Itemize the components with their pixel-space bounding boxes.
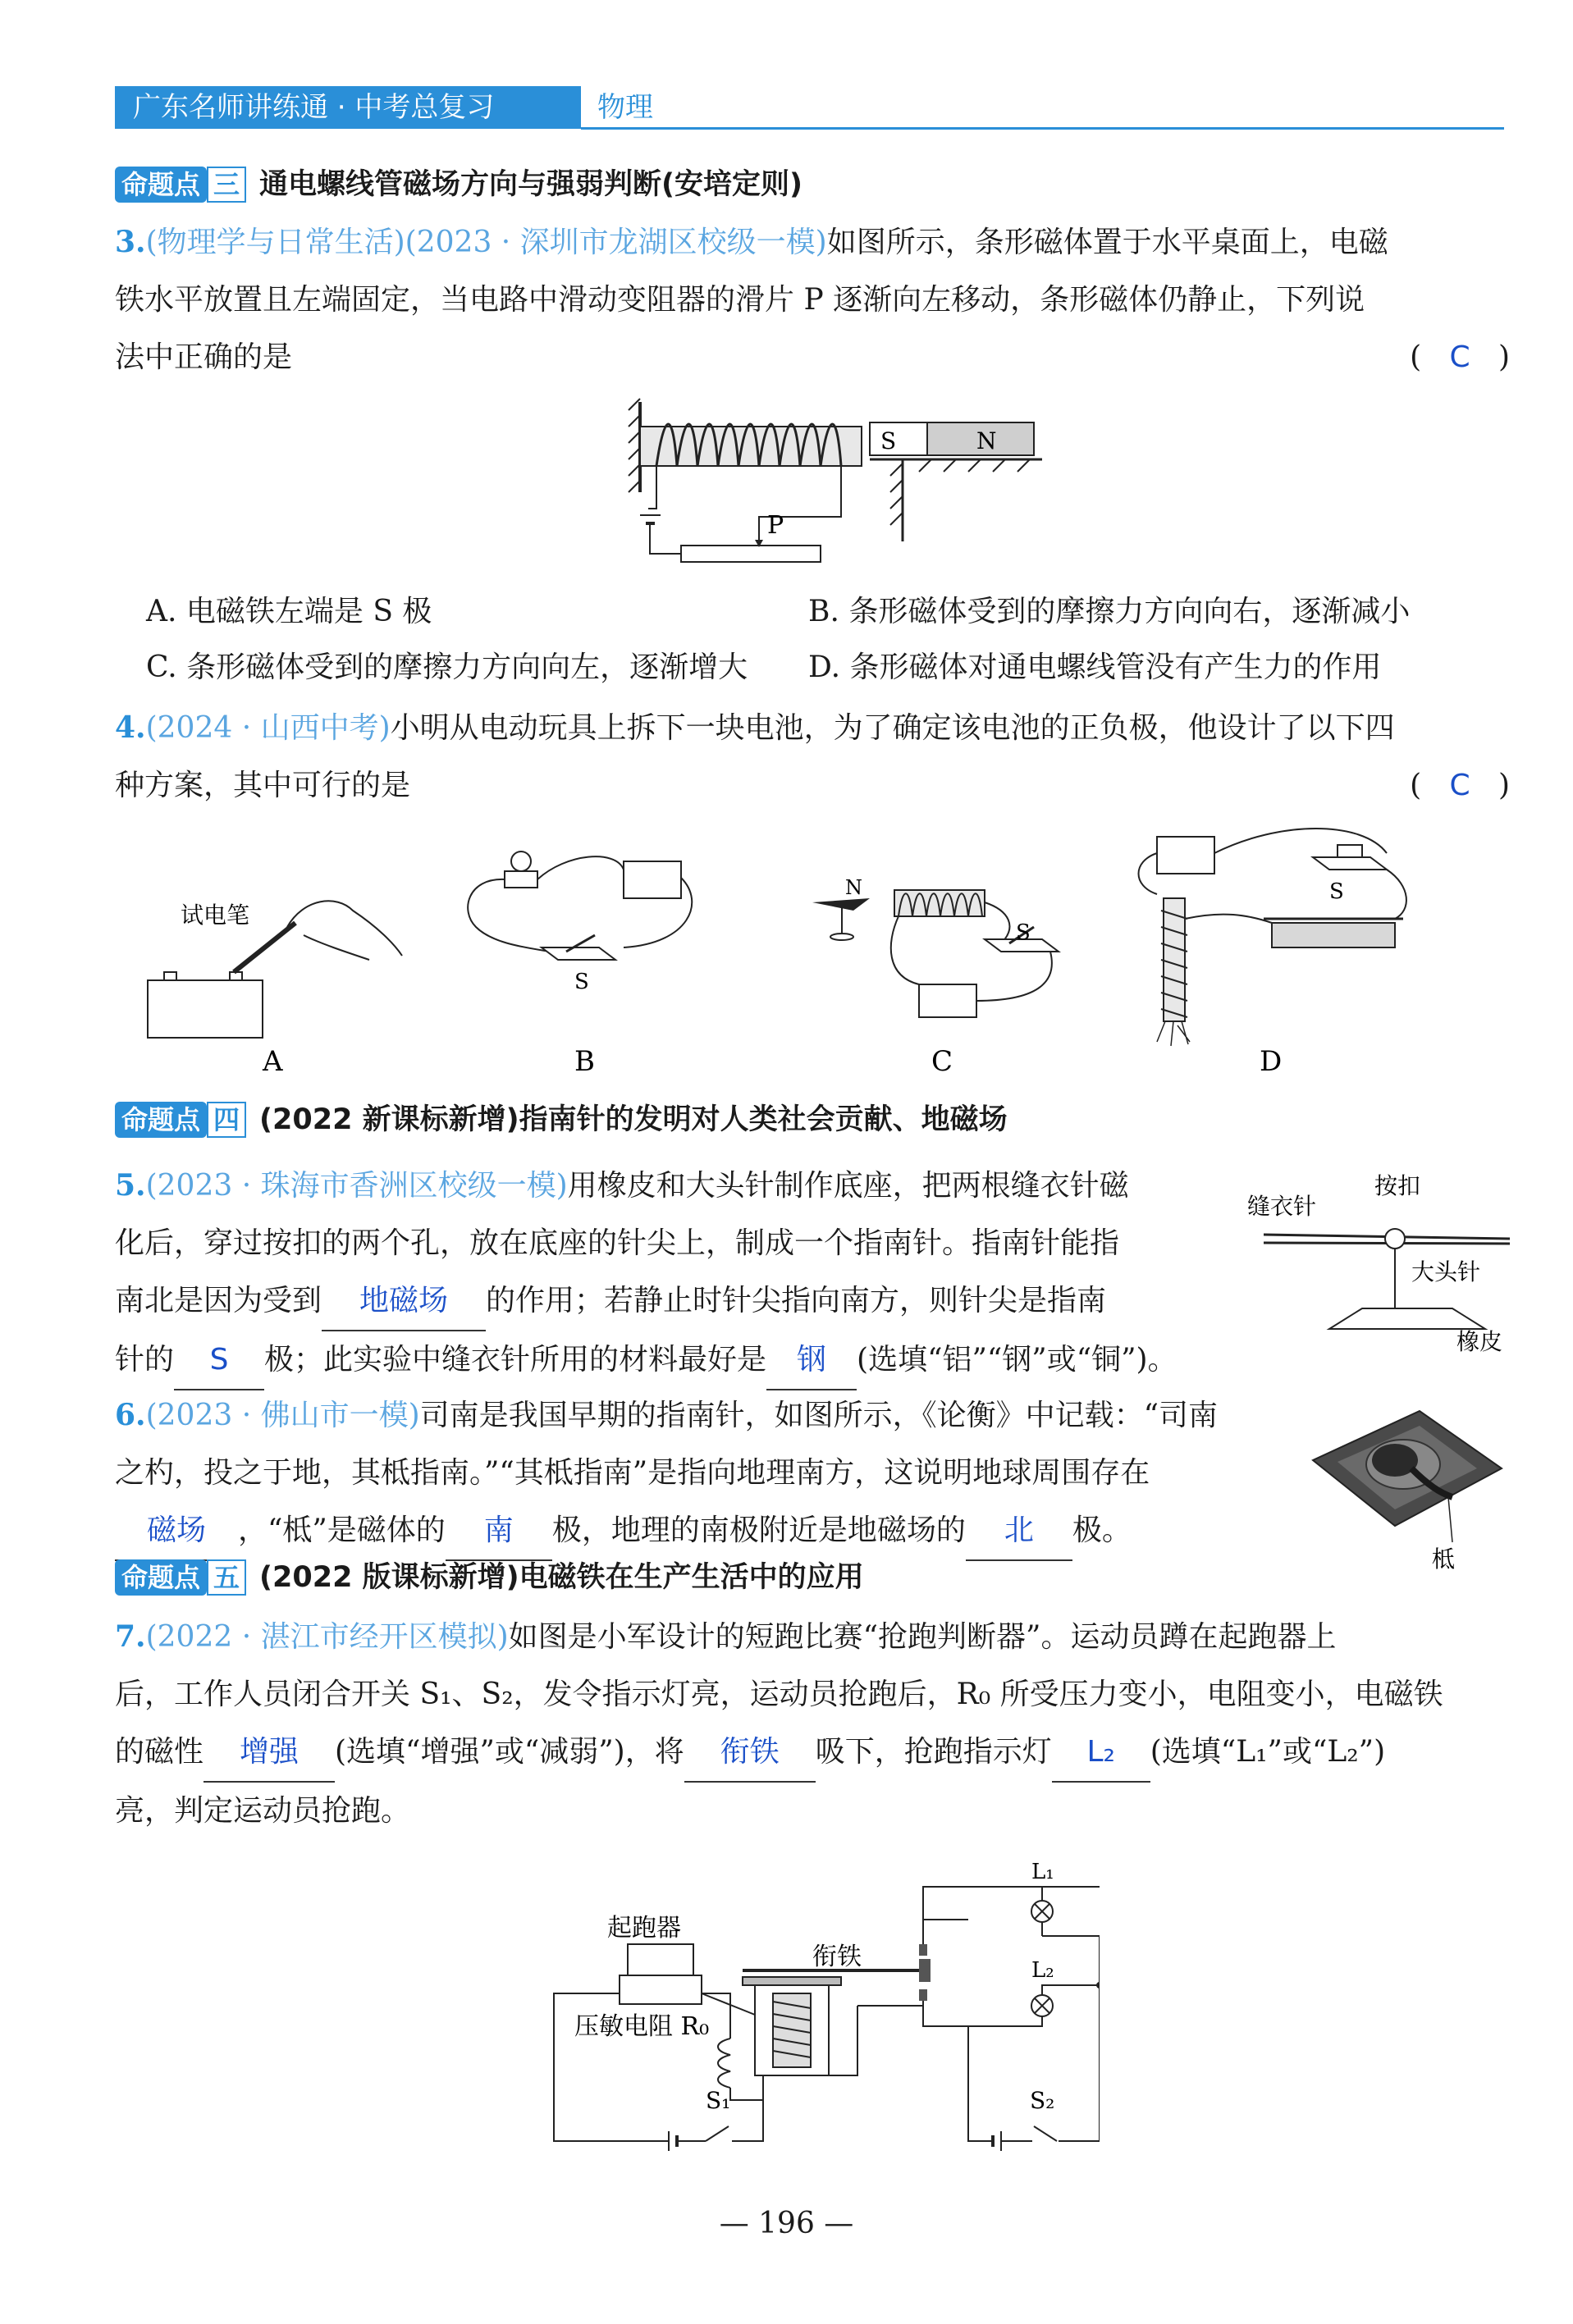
question-text: 铁水平放置且左端固定，当电路中滑动变阻器的滑片 P 逐渐向左移动，条形磁体仍静止，下列说: [115, 283, 1365, 317]
page-number: — 196 —: [719, 2207, 854, 2240]
answer-blank: 增强: [203, 1724, 335, 1783]
answer-blank: 地磁场: [322, 1272, 486, 1331]
answer-bracket: ( C ): [1410, 769, 1510, 802]
answer-blank: 磁场: [115, 1502, 238, 1561]
question-4: [115, 699, 1510, 815]
option-b: B. 条形磁体受到的摩擦力方向向右，逐渐减小: [808, 595, 1411, 628]
question-text: 后，工作人员闭合开关 S₁、S₂，发令指示灯亮，运动员抢跑后，R₀ 所受压力变小，电阻变小，电磁铁: [115, 1678, 1443, 1711]
scheme-b: [468, 852, 692, 1078]
question-text: 化后，穿过按扣的两个孔，放在底座的针尖上，制成一个指南针。指南针能指: [115, 1226, 1120, 1260]
question-source: (2023 · 珠海市香洲区校级一模): [145, 1169, 568, 1203]
needle-label: 缝衣针: [1247, 1193, 1317, 1220]
subject-label: 物理: [597, 91, 653, 124]
question-text: 之杓，投之于地，其柢指南。”“其柢指南”是指向地理南方，这说明地球周围存在: [115, 1456, 1150, 1490]
question-text: 如图是小军设计的短跑比赛“抢跑判断器”。运动员蹲在起跑器上: [508, 1620, 1337, 1654]
caption-c: C: [931, 1045, 953, 1078]
question-text: (选填“增强”或“减弱”)，将: [335, 1735, 684, 1769]
armature-label: 衔铁: [812, 1943, 862, 1971]
question-text: ，“柢”是磁体的: [238, 1514, 446, 1547]
section-heading-5: [115, 1557, 864, 1598]
section-tag: 命题点: [115, 1559, 207, 1596]
compass-n-label: N: [845, 876, 862, 899]
question-text: 小明从电动玩具上拆下一块电池，为了确定该电池的正负极，他设计了以下四: [390, 711, 1395, 745]
question-5: [115, 1157, 1264, 1390]
electromagnet-figure: [599, 394, 1059, 574]
section-tag: 命题点: [115, 1102, 207, 1138]
question-source: (2023 · 佛山市一模): [145, 1399, 420, 1432]
question-text: 的磁性: [115, 1735, 204, 1769]
option-d: D. 条形磁体对通电螺线管没有产生力的作用: [808, 651, 1382, 684]
header-rule: [581, 127, 1504, 130]
section-tag: 命题点: [115, 167, 207, 203]
question-text: 的作用；若静止时针尖指向南方，则针尖是指南: [486, 1284, 1107, 1317]
option-c: C. 条形磁体受到的摩擦力方向向左，逐渐增大: [146, 651, 748, 684]
question-text: 如图所示，条形磁体置于水平桌面上，电磁: [826, 226, 1388, 259]
question-text: (选填“L₁”或“L₂”): [1150, 1735, 1386, 1769]
section-number: 三: [207, 167, 246, 203]
section-number: 四: [207, 1102, 246, 1138]
lamp-l2-label: L₂: [1031, 1958, 1054, 1983]
option-a: A. 电磁铁左端是 S 极: [146, 595, 432, 628]
answer-blank: L₂: [1052, 1724, 1150, 1783]
switch-label: S: [574, 970, 589, 994]
section-heading-3: [115, 164, 803, 205]
slider-label: P: [767, 511, 784, 540]
question-text: 司南是我国早期的指南针，如图所示，《论衡》中记载：“司南: [419, 1399, 1219, 1432]
question-number: 5.: [115, 1168, 146, 1203]
magnet-n-label: N: [976, 427, 997, 454]
answer-blank: 南: [446, 1502, 552, 1561]
caption-b: B: [574, 1045, 595, 1078]
section-title: (2022 版课标新增)电磁铁在生产生活中的应用: [259, 1561, 864, 1594]
question-text: 极。: [1072, 1514, 1132, 1547]
question-text: 极，地理的南极附近是地磁场的: [551, 1514, 966, 1547]
scheme-c: [812, 876, 1059, 1078]
section-title: (2022 新课标新增)指南针的发明对人类社会贡献、地磁场: [259, 1103, 1008, 1136]
question-text: 亮，判定运动员抢跑。: [115, 1794, 411, 1828]
question-text: 极；此实验中缝衣针所用的材料最好是: [264, 1343, 767, 1377]
switch-label: S: [1329, 879, 1344, 904]
question-3: [115, 213, 1510, 386]
question-number: 7.: [115, 1619, 146, 1654]
question-number: 6.: [115, 1398, 146, 1432]
question-6: [115, 1386, 1280, 1561]
battery-test-figures: [131, 820, 1444, 1091]
question-number: 3.: [115, 225, 146, 259]
answer-blank: S: [174, 1331, 264, 1390]
magnet-s-label: S: [880, 427, 897, 454]
question-source: (2024 · 山西中考): [145, 711, 391, 745]
question-text: 吸下，抢跑指示灯: [815, 1735, 1052, 1769]
question-number: 4.: [115, 710, 146, 745]
sinan-figure: [1305, 1395, 1510, 1575]
answer-blank: 北: [966, 1502, 1072, 1561]
switch-s2-label: S₂: [1030, 2087, 1055, 2114]
question-text: 用橡皮和大头针制作底座，把两根缝衣针磁: [567, 1169, 1129, 1203]
question-text: 种方案，其中可行的是: [115, 769, 411, 802]
section-title: 通电螺线管磁场方向与强弱判断(安培定则): [259, 168, 803, 201]
lamp-l1-label: L₁: [1031, 1862, 1054, 1884]
question-text: 针的: [115, 1343, 175, 1377]
tester-pen-label: 试电笔: [181, 902, 250, 929]
question-text: (选填“铝”“钢”或“铜”)。: [857, 1343, 1177, 1377]
scheme-d: [1139, 829, 1406, 1078]
starter-label: 起跑器: [607, 1914, 681, 1943]
eraser-label: 橡皮: [1456, 1328, 1503, 1354]
question-source: (物理学与日常生活)(2023 · 深圳市龙湖区校级一模): [145, 226, 827, 259]
question-text: 法中正确的是: [115, 340, 293, 374]
switch-label: S: [1016, 920, 1031, 945]
button-label: 按扣: [1374, 1172, 1421, 1199]
section-number: 五: [207, 1559, 246, 1596]
caption-a: A: [263, 1045, 283, 1078]
compass-needle-figure: [1247, 1165, 1518, 1354]
book-title: 广东名师讲练通 · 中考总复习: [115, 86, 581, 129]
scheme-a: [148, 901, 402, 1078]
question-text: 南北是因为受到: [115, 1284, 322, 1317]
handle-label: 柢: [1432, 1546, 1456, 1573]
answer-value: C: [1449, 340, 1470, 374]
answer-blank: 钢: [766, 1331, 857, 1390]
answer-value: C: [1449, 769, 1470, 802]
answer-blank: 衔铁: [684, 1724, 816, 1783]
false-start-circuit: [542, 1862, 1100, 2157]
caption-d: D: [1260, 1045, 1283, 1078]
section-heading-4: [115, 1099, 1008, 1140]
question-source: (2022 · 湛江市经开区模拟): [145, 1620, 509, 1654]
pin-label: 大头针: [1411, 1258, 1481, 1285]
resistor-label: 压敏电阻 R₀: [574, 2012, 710, 2041]
switch-s1-label: S₁: [706, 2087, 731, 2114]
answer-bracket: ( C ): [1410, 340, 1510, 374]
question-7: [115, 1608, 1510, 1840]
